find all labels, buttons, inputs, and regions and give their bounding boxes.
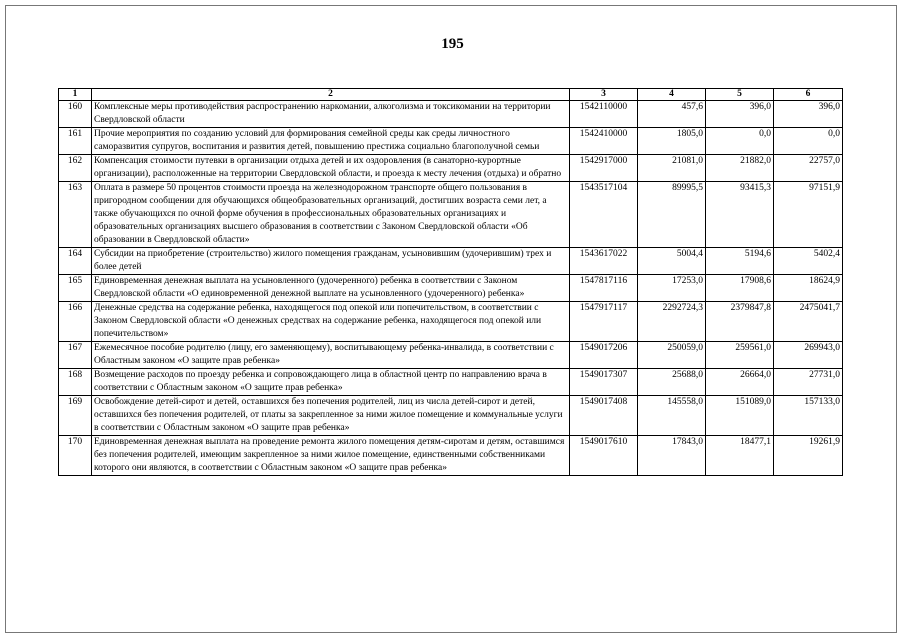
row-value-6: 2475041,7 [774, 302, 843, 342]
row-value-4: 89995,5 [638, 182, 706, 248]
table-row [59, 275, 843, 302]
table-row [59, 342, 843, 369]
row-value-4: 145558,0 [638, 396, 706, 436]
row-description: Комплексные меры противодействия распространению наркомании, алкоголизма и токсикомании на территории Свердловской области [92, 101, 570, 128]
row-number: 162 [59, 155, 92, 182]
row-code: 1547817116 [570, 275, 638, 302]
row-value-6: 396,0 [774, 101, 843, 128]
row-description: Единовременная денежная выплата на усыновленного (удочеренного) ребенка в соответствии с Законом Свердловской области «О единовременной денежной выплате на усыновленного (удочеренного) ребенка» [92, 275, 570, 302]
row-value-5: 18477,1 [706, 436, 774, 476]
table-row [59, 248, 843, 275]
row-value-5: 21882,0 [706, 155, 774, 182]
row-value-4: 250059,0 [638, 342, 706, 369]
row-value-5: 151089,0 [706, 396, 774, 436]
row-value-6: 97151,9 [774, 182, 843, 248]
row-value-6: 269943,0 [774, 342, 843, 369]
row-number: 164 [59, 248, 92, 275]
row-code: 1542917000 [570, 155, 638, 182]
row-value-4: 1805,0 [638, 128, 706, 155]
header-col-3: 3 [570, 89, 638, 101]
row-value-4: 457,6 [638, 101, 706, 128]
row-number: 166 [59, 302, 92, 342]
row-value-5: 2379847,8 [706, 302, 774, 342]
page-number: 195 [441, 36, 464, 52]
row-value-6: 19261,9 [774, 436, 843, 476]
row-description: Возмещение расходов по проезду ребенка и сопровождающего лица в областной центр по направлению врача в соответствии с Областным законом «О защите прав ребенка» [92, 369, 570, 396]
table-row [59, 436, 843, 476]
row-number: 161 [59, 128, 92, 155]
row-code: 1547917117 [570, 302, 638, 342]
row-value-6: 0,0 [774, 128, 843, 155]
row-description: Прочие мероприятия по созданию условий для формирования семейной среды как среды личностного саморазвития супругов, воспитания и развития детей, повышению престижа социально благополучной семьи [92, 128, 570, 155]
table-row [59, 155, 843, 182]
row-description: Денежные средства на содержание ребенка, находящегося под опекой или попечительством, в соответствии с Законом Свердловской области «О денежных средствах на содержание ребенка, находящегося под опекой или попечительством» [92, 302, 570, 342]
table-row [59, 182, 843, 248]
row-number: 168 [59, 369, 92, 396]
row-value-4: 2292724,3 [638, 302, 706, 342]
row-description: Ежемесячное пособие родителю (лицу, его заменяющему), воспитывающему ребенка-инвалида, в соответствии с Областным законом «О защите прав ребенка» [92, 342, 570, 369]
row-code: 1543617022 [570, 248, 638, 275]
row-value-6: 27731,0 [774, 369, 843, 396]
table-row [59, 128, 843, 155]
row-number: 160 [59, 101, 92, 128]
row-value-5: 93415,3 [706, 182, 774, 248]
row-code: 1549017408 [570, 396, 638, 436]
table-header-row [59, 89, 843, 101]
row-number: 170 [59, 436, 92, 476]
row-value-5: 17908,6 [706, 275, 774, 302]
row-value-5: 259561,0 [706, 342, 774, 369]
row-code: 1549017206 [570, 342, 638, 369]
row-value-4: 21081,0 [638, 155, 706, 182]
header-col-6: 6 [774, 89, 843, 101]
row-number: 163 [59, 182, 92, 248]
budget-table [58, 88, 843, 476]
table-row [59, 302, 843, 342]
row-code: 1549017610 [570, 436, 638, 476]
header-col-1: 1 [59, 89, 92, 101]
row-description: Оплата в размере 50 процентов стоимости проезда на железнодорожном транспорте общего пользования в пригородном сообщении для обучающихся общеобразовательных организаций, достигших возраста семи лет, а также обучающихся по очной форме обучения в профессиональных образовательных организациях и образовательных организациях высшего образования в соответствии с Законом Свердловской области «Об образовании в Свердловской области» [92, 182, 570, 248]
row-code: 1542110000 [570, 101, 638, 128]
row-value-5: 0,0 [706, 128, 774, 155]
row-description: Единовременная денежная выплата на проведение ремонта жилого помещения детям-сиротам и детям, оставшимся без попечения родителей, имеющим закрепленное за ними жилое помещение, единственными собственниками которого они являются, в соответствии с Областным законом «О защите прав ребенка» [92, 436, 570, 476]
row-description: Компенсация стоимости путевки в организации отдыха детей и их оздоровления (в санаторно-курортные организации), расположенные на территории Свердловской области, и проезда к месту лечения (отдыха) и обратно [92, 155, 570, 182]
row-number: 165 [59, 275, 92, 302]
table-row [59, 101, 843, 128]
row-number: 167 [59, 342, 92, 369]
row-value-4: 17253,0 [638, 275, 706, 302]
row-number: 169 [59, 396, 92, 436]
header-col-2: 2 [92, 89, 570, 101]
row-code: 1543517104 [570, 182, 638, 248]
row-code: 1542410000 [570, 128, 638, 155]
row-description: Субсидии на приобретение (строительство) жилого помещения гражданам, усыновившим (удочерившим) трех и более детей [92, 248, 570, 275]
row-value-4: 25688,0 [638, 369, 706, 396]
row-value-6: 5402,4 [774, 248, 843, 275]
row-value-5: 26664,0 [706, 369, 774, 396]
row-value-5: 5194,6 [706, 248, 774, 275]
header-col-4: 4 [638, 89, 706, 101]
row-value-4: 5004,4 [638, 248, 706, 275]
header-col-5: 5 [706, 89, 774, 101]
row-code: 1549017307 [570, 369, 638, 396]
row-value-6: 18624,9 [774, 275, 843, 302]
table-row [59, 396, 843, 436]
row-value-5: 396,0 [706, 101, 774, 128]
row-value-6: 22757,0 [774, 155, 843, 182]
row-value-4: 17843,0 [638, 436, 706, 476]
table-row [59, 369, 843, 396]
row-value-6: 157133,0 [774, 396, 843, 436]
row-description: Освобождение детей-сирот и детей, оставшихся без попечения родителей, лиц из числа детей-сирот и детей, оставшихся без попечения родителей, от платы за закрепленное за ними жилое помещение и коммунальные услуги в соответствии с Областным законом «О защите прав ребенка» [92, 396, 570, 436]
